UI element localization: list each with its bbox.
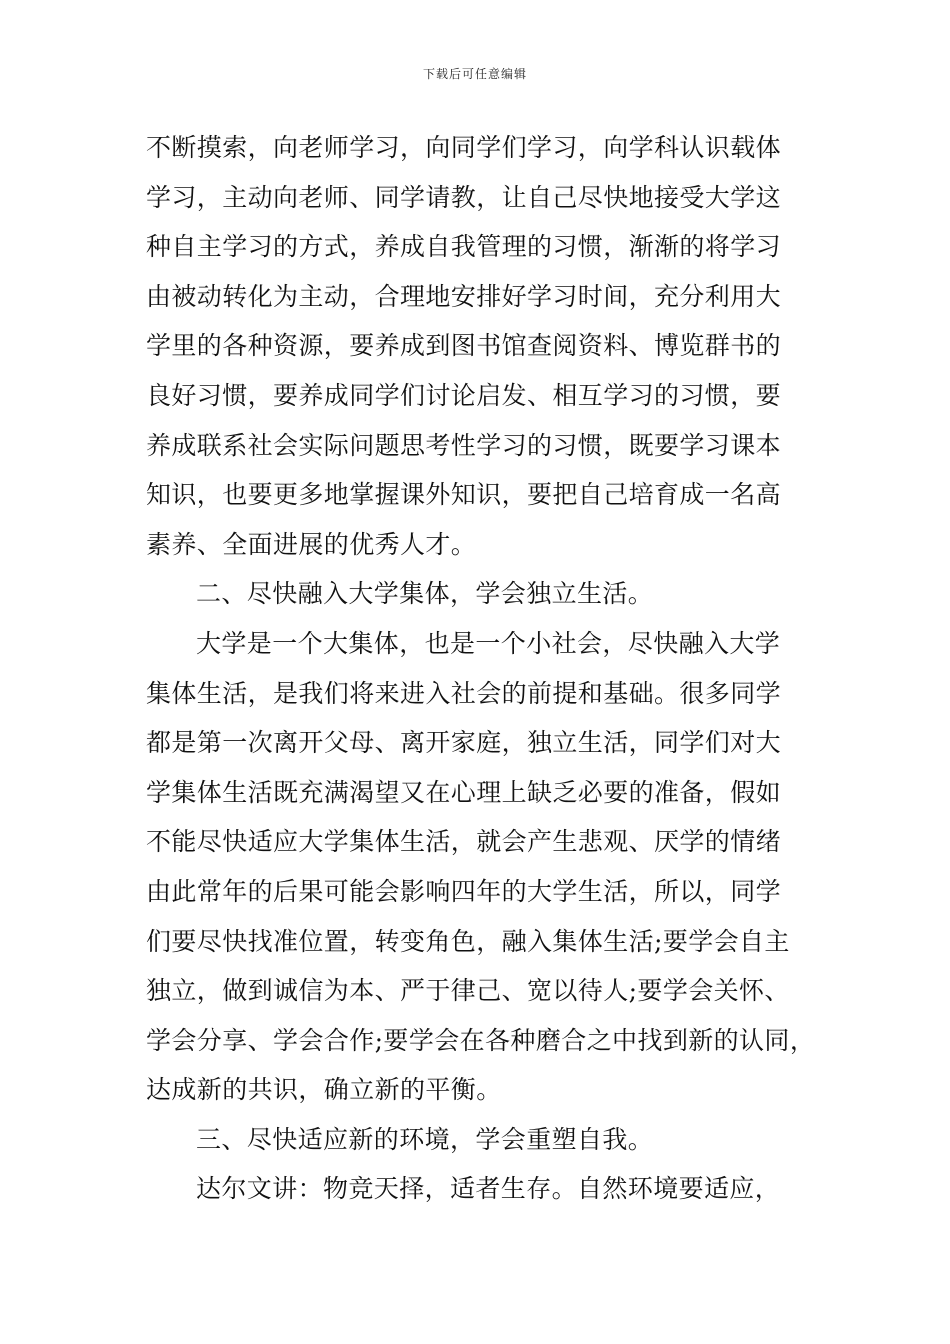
text-line: 集体生活，是我们将来进入社会的前提和基础。很多同学 xyxy=(146,678,782,708)
text-line: 由此常年的后果可能会影响四年的大学生活，所以，同学 xyxy=(146,876,782,906)
text-line: 种自主学习的方式，养成自我管理的习惯，渐渐的将学习 xyxy=(146,232,782,262)
text-line: 不断摸索，向老师学习，向同学们学习，向学科认识载体 xyxy=(146,133,782,162)
text-line: 良好习惯，要养成同学们讨论启发、相互学习的习惯，要 xyxy=(146,380,782,410)
text-line: 学里的各种资源，要养成到图书馆查阅资料、博览群书的 xyxy=(146,331,782,361)
text-line: 由被动转化为主动，合理地安排好学习时间，充分利用大 xyxy=(146,281,782,311)
text-line: 素养、全面进展的优秀人才。 xyxy=(146,529,477,559)
text-line: 都是第一次离开父母、离开家庭，独立生活，同学们对大 xyxy=(146,728,782,758)
text-line: 大学是一个大集体，也是一个小社会，尽快融入大学 xyxy=(196,628,781,658)
text-line: 知识，也要更多地掌握课外知识，要把自己培育成一名高 xyxy=(146,480,782,510)
document-body xyxy=(146,123,836,1214)
page-header-note: 下载后可任意编辑 xyxy=(422,67,527,81)
text-line: 学会分享、学会合作;要学会在各种磨合之中找到新的认同， xyxy=(146,1025,816,1055)
text-line: 学习，主动向老师、同学请教，让自己尽快地接受大学这 xyxy=(146,182,782,212)
text-line: 不能尽快适应大学集体生活，就会产生悲观、厌学的情绪 xyxy=(146,827,782,857)
text-line: 三、尽快适应新的环境，学会重塑自我。 xyxy=(196,1124,654,1154)
text-line: 达尔文讲：物竞天择，适者生存。自然环境要适应， xyxy=(196,1174,781,1204)
text-line: 达成新的共识，确立新的平衡。 xyxy=(146,1075,502,1105)
text-line: 独立，做到诚信为本、严于律己、宽以待人;要学会关怀、 xyxy=(146,976,790,1006)
text-line: 们要尽快找准位置，转变角色，融入集体生活;要学会自主 xyxy=(146,926,790,956)
text-line: 养成联系社会实际问题思考性学习的习惯，既要学习课本 xyxy=(146,430,782,460)
text-line: 二、尽快融入大学集体，学会独立生活。 xyxy=(196,579,654,609)
text-line: 学集体生活既充满渴望又在心理上缺乏必要的准备，假如 xyxy=(146,777,782,807)
